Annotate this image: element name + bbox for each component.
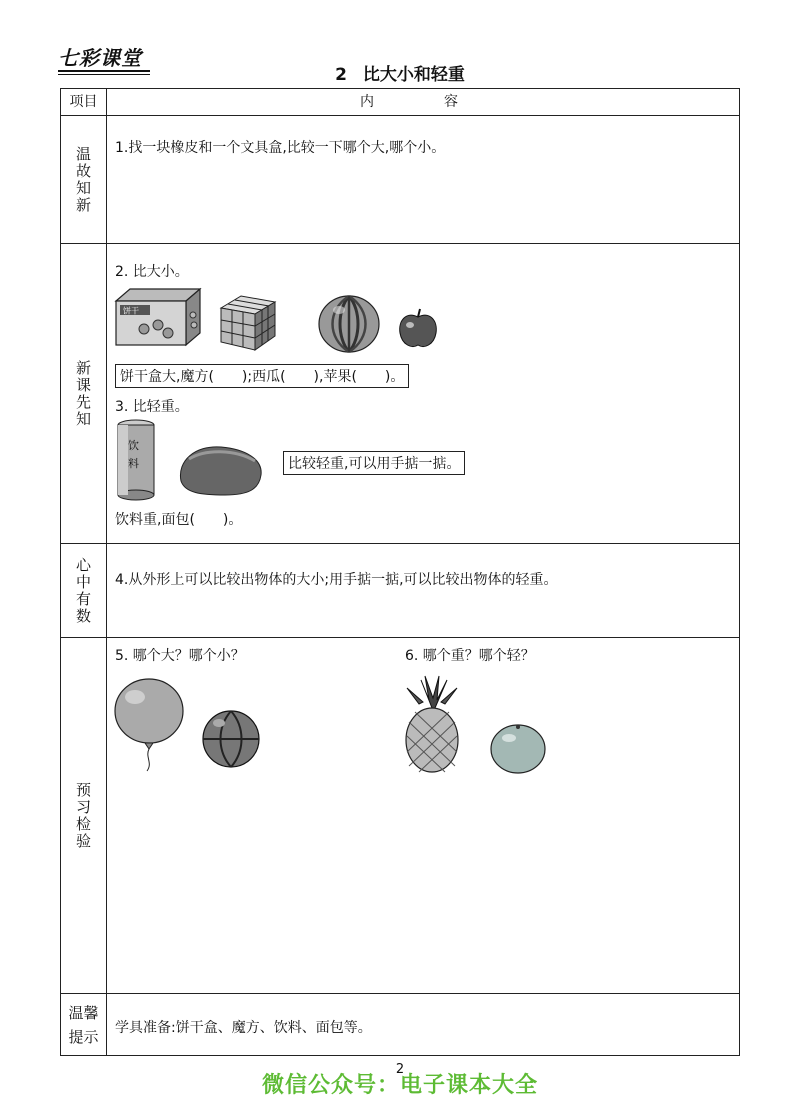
bread-icon bbox=[175, 441, 265, 499]
can-label-bottom: 料 bbox=[128, 457, 139, 470]
row-divider bbox=[61, 637, 739, 638]
rubiks-cube-icon bbox=[219, 294, 279, 352]
watermark: 微信公众号：电子课本大全 bbox=[261, 1073, 538, 1098]
melon-icon bbox=[489, 723, 547, 775]
question-3-tip-box: 比较轻重,可以用手掂一掂。 bbox=[283, 451, 465, 475]
header-content: 内 容 bbox=[360, 94, 486, 110]
question-1: 1.找一块橡皮和一个文具盒,比较一下哪个大,哪个小。 bbox=[115, 140, 446, 156]
watermelon-icon bbox=[317, 292, 381, 354]
section-label: 心中有数 bbox=[74, 556, 92, 625]
page-title bbox=[0, 60, 800, 85]
question-6: 6. 哪个重？哪个轻？ bbox=[405, 648, 535, 664]
header-item: 项目 bbox=[69, 94, 98, 110]
biscuit-box-label: 饼干 bbox=[123, 306, 139, 316]
brand-name: 七彩课堂 bbox=[58, 46, 142, 70]
lesson-number: 2 bbox=[335, 65, 347, 85]
page-number: 2 bbox=[395, 1062, 405, 1077]
column-divider bbox=[106, 89, 107, 1055]
apple-icon bbox=[396, 307, 440, 351]
row-divider bbox=[61, 543, 739, 544]
biscuit-box-icon bbox=[114, 287, 204, 347]
section-label: 预习检验 bbox=[74, 781, 92, 850]
section-label: 新课先知 bbox=[74, 359, 92, 428]
balloon-icon bbox=[111, 677, 187, 773]
question-2-answer-box: 饼干盒大,魔方( );西瓜( ),苹果( )。 bbox=[115, 364, 409, 388]
can-label-top: 饮 bbox=[128, 439, 139, 452]
drink-can-icon bbox=[115, 419, 157, 501]
question-4: 4.从外形上可以比较出物体的大小;用手掂一掂,可以比较出物体的轻重。 bbox=[115, 572, 558, 588]
question-3-answer: 饮料重,面包( )。 bbox=[115, 512, 243, 528]
section-label: 温馨提示 bbox=[68, 1004, 99, 1046]
row-divider bbox=[61, 993, 739, 994]
basketball-icon bbox=[201, 709, 261, 769]
question-3: 3. 比轻重。 bbox=[115, 399, 189, 415]
section-label: 温故知新 bbox=[74, 145, 92, 214]
lesson-table bbox=[60, 88, 740, 1056]
question-5: 5. 哪个大？哪个小？ bbox=[115, 648, 245, 664]
row-divider bbox=[61, 115, 739, 116]
tips-line: 学具准备:饼干盒、魔方、饮料、面包等。 bbox=[115, 1020, 372, 1036]
question-2: 2. 比大小。 bbox=[115, 264, 189, 280]
pineapple-icon bbox=[401, 674, 463, 774]
row-divider bbox=[61, 243, 739, 244]
lesson-title: 比大小和轻重 bbox=[362, 65, 465, 85]
